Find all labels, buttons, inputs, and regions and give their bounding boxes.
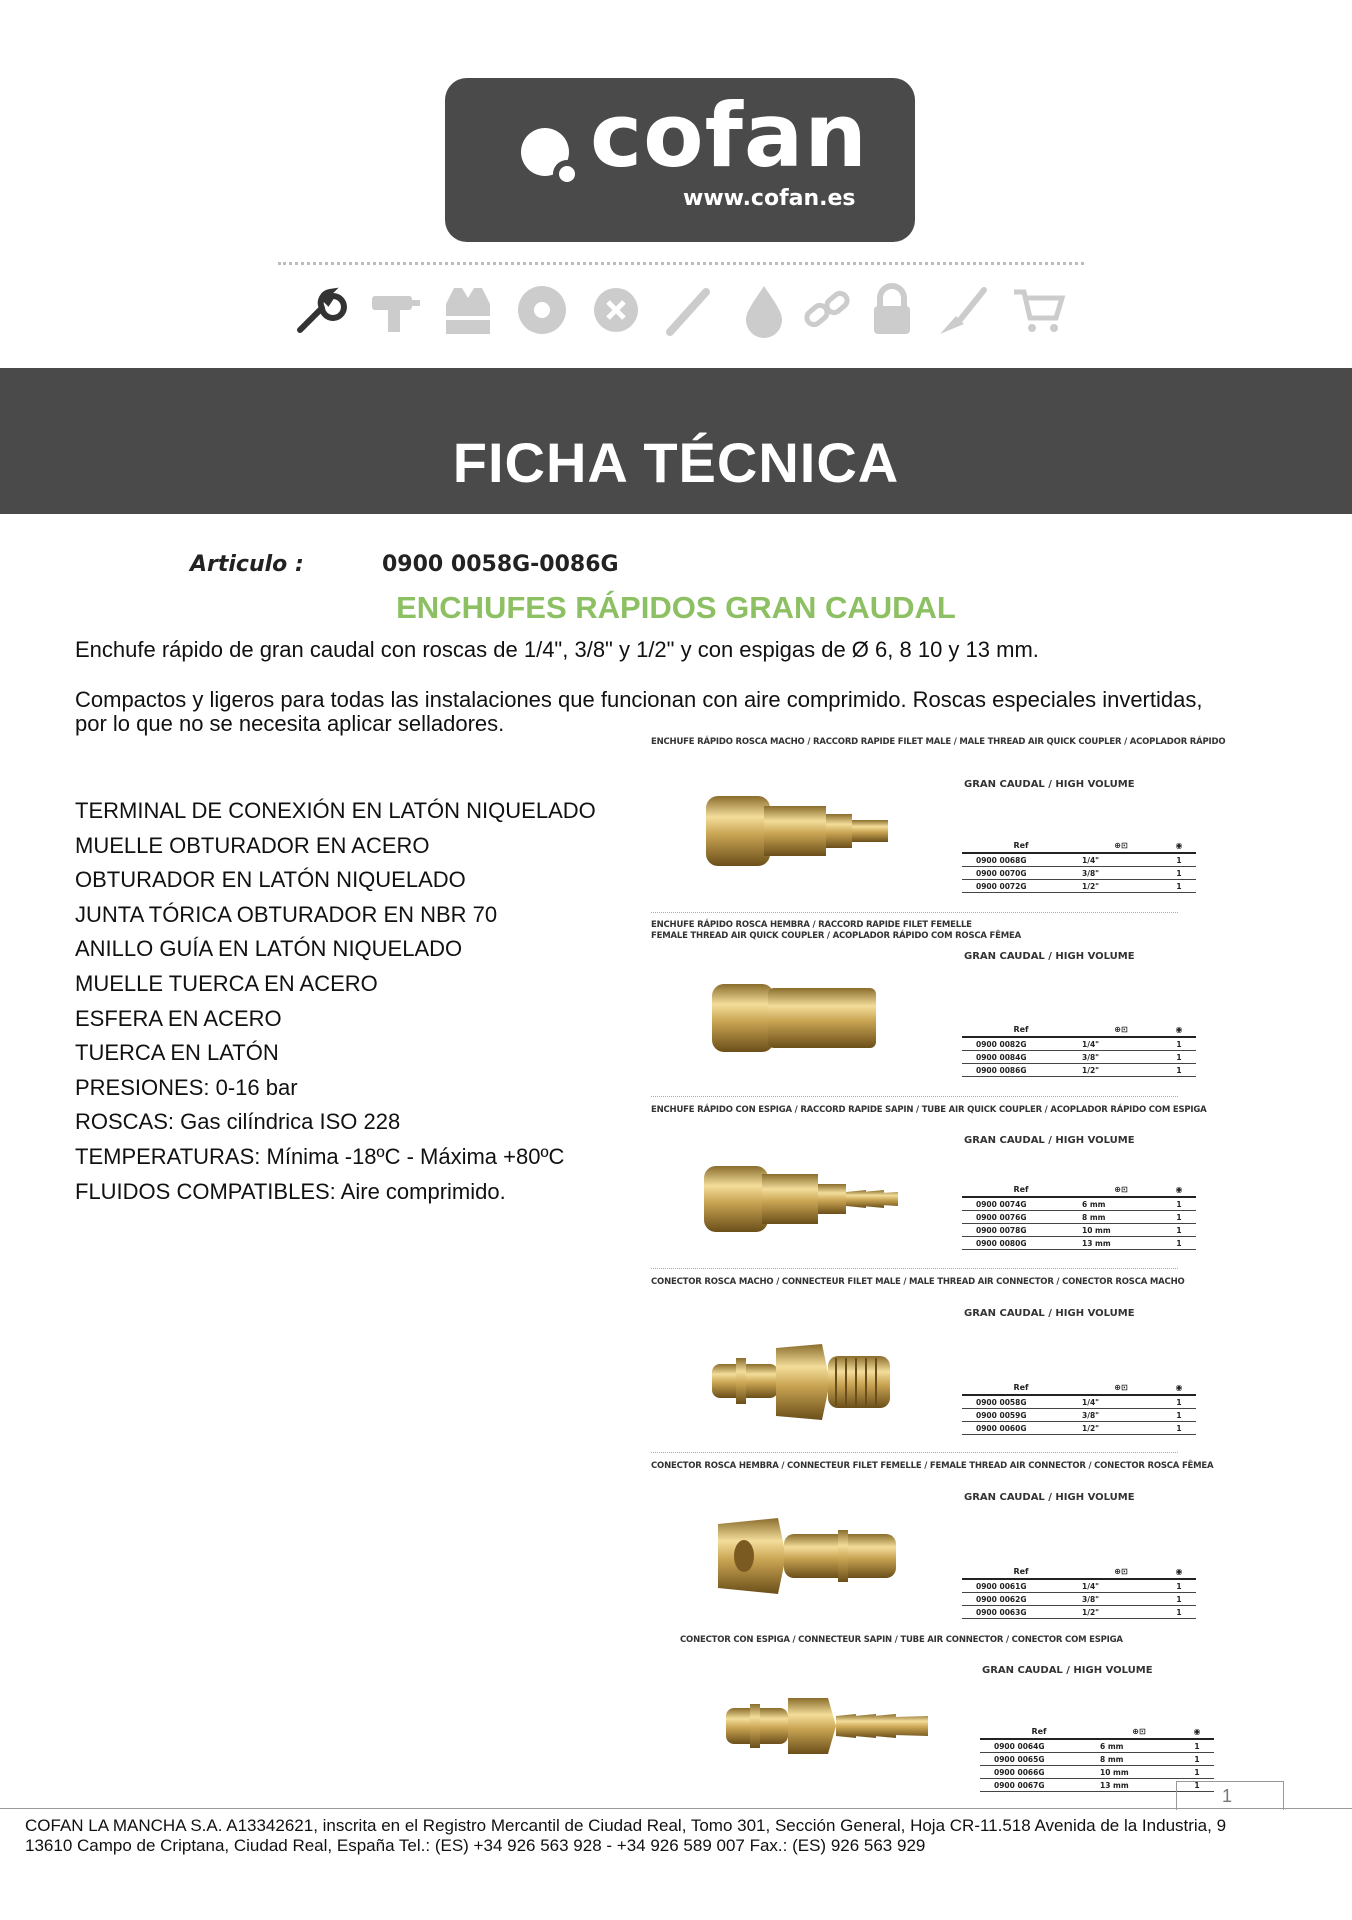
spec-item: FLUIDOS COMPATIBLES: Aire comprimido.	[75, 1178, 506, 1204]
table-row: 0900 0065G 8 mm 1	[980, 1753, 1214, 1766]
spec-list	[75, 794, 596, 1209]
table-row: 0900 0080G 13 mm 1	[962, 1237, 1196, 1250]
quantity-header-icon: ◉	[1162, 1380, 1196, 1395]
ref-header: Ref	[980, 1724, 1098, 1739]
wrench-icon	[292, 282, 348, 338]
banner	[0, 368, 1352, 514]
footer-line-1: COFAN LA MANCHA S.A. A13342621, inscrita en el Registro Mercantil de Ciudad Real, Tomo 301, Sección General, Hoja CR-11.518 Avenida de la Industria, 9	[25, 1816, 1227, 1835]
logo-url: www.cofan.es	[683, 186, 856, 211]
ref-header: Ref	[962, 1182, 1080, 1197]
spec-item: TUERCA EN LATÓN	[75, 1040, 279, 1066]
table-row: 0900 0058G 1/4" 1	[962, 1395, 1196, 1409]
section-4-table	[962, 1380, 1196, 1435]
section-2-table	[962, 1022, 1196, 1077]
quantity-header-icon: ◉	[1162, 1022, 1196, 1037]
quantity-header-icon: ◉	[1162, 1564, 1196, 1579]
table-row: 0900 0061G 1/4" 1	[962, 1579, 1196, 1593]
section-6-heading: CONECTOR CON ESPIGA / CONNECTEUR SAPIN / TUBE AIR CONNECTOR / CONECTOR COM ESPIGA	[680, 1635, 1123, 1645]
thread-header-icon: ⊕⊡	[1080, 1022, 1162, 1037]
table-row: 0900 0068G 1/4" 1	[962, 853, 1196, 867]
description-line-2: Compactos y ligeros para todas las instalaciones que funcionan con aire comprimido. Roscas especiales invertidas,	[75, 687, 1203, 712]
spec-item: ANILLO GUÍA EN LATÓN NIQUELADO	[75, 936, 463, 962]
table-row: 0900 0060G 1/2" 1	[962, 1422, 1196, 1435]
article-value: 0900 0058G-0086G	[382, 552, 619, 577]
section-separator	[651, 1268, 1178, 1269]
padlock-icon	[864, 282, 920, 338]
thread-header-icon: ⊕⊡	[1098, 1724, 1180, 1739]
ref-header: Ref	[962, 1022, 1080, 1037]
table-row: 0900 0066G 10 mm 1	[980, 1766, 1214, 1779]
table-row: 0900 0078G 10 mm 1	[962, 1224, 1196, 1237]
section-4-heading: CONECTOR ROSCA MACHO / CONNECTEUR FILET MALE / MALE THREAD AIR CONNECTOR / CONECTOR ROSCA MACHO	[651, 1277, 1185, 1287]
spec-item: ESFERA EN ACERO	[75, 1005, 282, 1031]
quantity-header-icon: ◉	[1162, 838, 1196, 853]
footer-divider	[0, 1808, 1352, 1809]
table-row: 0900 0063G 1/2" 1	[962, 1606, 1196, 1619]
table-row: 0900 0076G 8 mm 1	[962, 1211, 1196, 1224]
section-1-table	[962, 838, 1196, 893]
dotted-divider	[278, 262, 1084, 265]
section-3-subtitle: GRAN CAUDAL / HIGH VOLUME	[964, 1135, 1135, 1146]
trowel-icon	[934, 282, 990, 338]
cart-icon	[1010, 282, 1066, 338]
ref-header: Ref	[962, 1564, 1080, 1579]
male-thread-coupler-image	[702, 786, 894, 876]
section-1-heading: ENCHUFE RÁPIDO ROSCA MACHO / RACCORD RAPIDE FILET MALE / MALE THREAD AIR QUICK COUPLER / ACOPLADOR RÁPIDO	[651, 737, 1226, 747]
paintbrush-icon	[662, 282, 718, 338]
section-3-table	[962, 1182, 1196, 1250]
female-thread-coupler-image	[710, 976, 880, 1060]
disc-icon	[514, 282, 570, 338]
thread-header-icon: ⊕⊡	[1080, 838, 1162, 853]
section-2-heading-1: ENCHUFE RÁPIDO ROSCA HEMBRA / RACCORD RAPIDE FILET FEMELLE	[651, 920, 972, 930]
description-line-1: Enchufe rápido de gran caudal con roscas de 1/4", 3/8" y 1/2" y con espigas de Ø 6, 8 10 y 13 mm.	[75, 637, 1039, 662]
table-row: 0900 0064G 6 mm 1	[980, 1739, 1214, 1753]
thread-header-icon: ⊕⊡	[1080, 1182, 1162, 1197]
section-5-table	[962, 1564, 1196, 1619]
spec-item: ROSCAS: Gas cilíndrica ISO 228	[75, 1109, 401, 1135]
article-label: Articulo :	[190, 552, 304, 577]
hose-barb-connector-image	[724, 1694, 930, 1758]
cofan-logo	[445, 78, 915, 242]
table-row: 0900 0059G 3/8" 1	[962, 1409, 1196, 1422]
thread-header-icon: ⊕⊡	[1080, 1564, 1162, 1579]
chain-icon	[800, 282, 856, 338]
spec-item: MUELLE OBTURADOR EN ACERO	[75, 832, 430, 858]
drill-icon	[366, 282, 422, 338]
logo-brand: cofan	[590, 84, 868, 187]
section-6-subtitle: GRAN CAUDAL / HIGH VOLUME	[982, 1665, 1153, 1676]
female-thread-connector-image	[714, 1510, 900, 1602]
section-1-subtitle: GRAN CAUDAL / HIGH VOLUME	[964, 779, 1135, 790]
table-row: 0900 0067G 13 mm 1	[980, 1779, 1214, 1792]
section-separator	[651, 1452, 1178, 1453]
table-row: 0900 0074G 6 mm 1	[962, 1197, 1196, 1211]
spec-item: OBTURADOR EN LATÓN NIQUELADO	[75, 867, 466, 893]
spec-item: TERMINAL DE CONEXIÓN EN LATÓN NIQUELADO	[75, 798, 596, 823]
thread-header-icon: ⊕⊡	[1080, 1380, 1162, 1395]
male-thread-connector-image	[710, 1338, 894, 1426]
drop-icon	[736, 282, 792, 338]
table-row: 0900 0086G 1/2" 1	[962, 1064, 1196, 1077]
ref-header: Ref	[962, 838, 1080, 853]
quantity-header-icon: ◉	[1162, 1182, 1196, 1197]
product-title: ENCHUFES RÁPIDOS GRAN CAUDAL	[396, 590, 956, 625]
section-4-subtitle: GRAN CAUDAL / HIGH VOLUME	[964, 1308, 1135, 1319]
table-row: 0900 0062G 3/8" 1	[962, 1593, 1196, 1606]
hose-barb-coupler-image	[702, 1160, 902, 1238]
gear-icon	[588, 282, 644, 338]
table-row: 0900 0082G 1/4" 1	[962, 1037, 1196, 1051]
section-5-heading: CONECTOR ROSCA HEMBRA / CONNECTEUR FILET FEMELLE / FEMALE THREAD AIR CONNECTOR / CONECTOR ROSCA FÊMEA	[651, 1461, 1214, 1471]
table-row: 0900 0070G 3/8" 1	[962, 867, 1196, 880]
section-separator	[651, 1096, 1178, 1097]
description-line-3: por lo que no se necesita aplicar selladores.	[75, 711, 505, 736]
vest-icon	[440, 282, 496, 338]
section-3-heading: ENCHUFE RÁPIDO CON ESPIGA / RACCORD RAPIDE SAPIN / TUBE AIR QUICK COUPLER / ACOPLADOR RÁPIDO COM ESPIGA	[651, 1105, 1207, 1115]
banner-title: FICHA TÉCNICA	[452, 431, 900, 494]
section-2-heading-2: FEMALE THREAD AIR QUICK COUPLER / ACOPLADOR RÁPIDO COM ROSCA FÊMEA	[651, 931, 1022, 941]
page-number: 1	[1222, 1786, 1233, 1806]
section-2-subtitle: GRAN CAUDAL / HIGH VOLUME	[964, 951, 1135, 962]
table-row: 0900 0072G 1/2" 1	[962, 880, 1196, 893]
spec-item: TEMPERATURAS: Mínima -18ºC - Máxima +80ºC	[75, 1143, 565, 1169]
spec-item: PRESIONES: 0-16 bar	[75, 1074, 298, 1100]
spec-item: MUELLE TUERCA EN ACERO	[75, 970, 378, 996]
footer-line-2: 13610 Campo de Criptana, Ciudad Real, España Tel.: (ES) +34 926 563 928 - +34 926 589 007 Fax.: (ES) 926 563 929	[25, 1836, 926, 1855]
section-separator	[651, 912, 1178, 913]
section-5-subtitle: GRAN CAUDAL / HIGH VOLUME	[964, 1492, 1135, 1503]
ref-header: Ref	[962, 1380, 1080, 1395]
quantity-header-icon: ◉	[1180, 1724, 1214, 1739]
spec-item: JUNTA TÓRICA OBTURADOR EN NBR 70	[75, 901, 498, 927]
table-row: 0900 0084G 3/8" 1	[962, 1051, 1196, 1064]
logo-mark-icon	[513, 118, 593, 198]
